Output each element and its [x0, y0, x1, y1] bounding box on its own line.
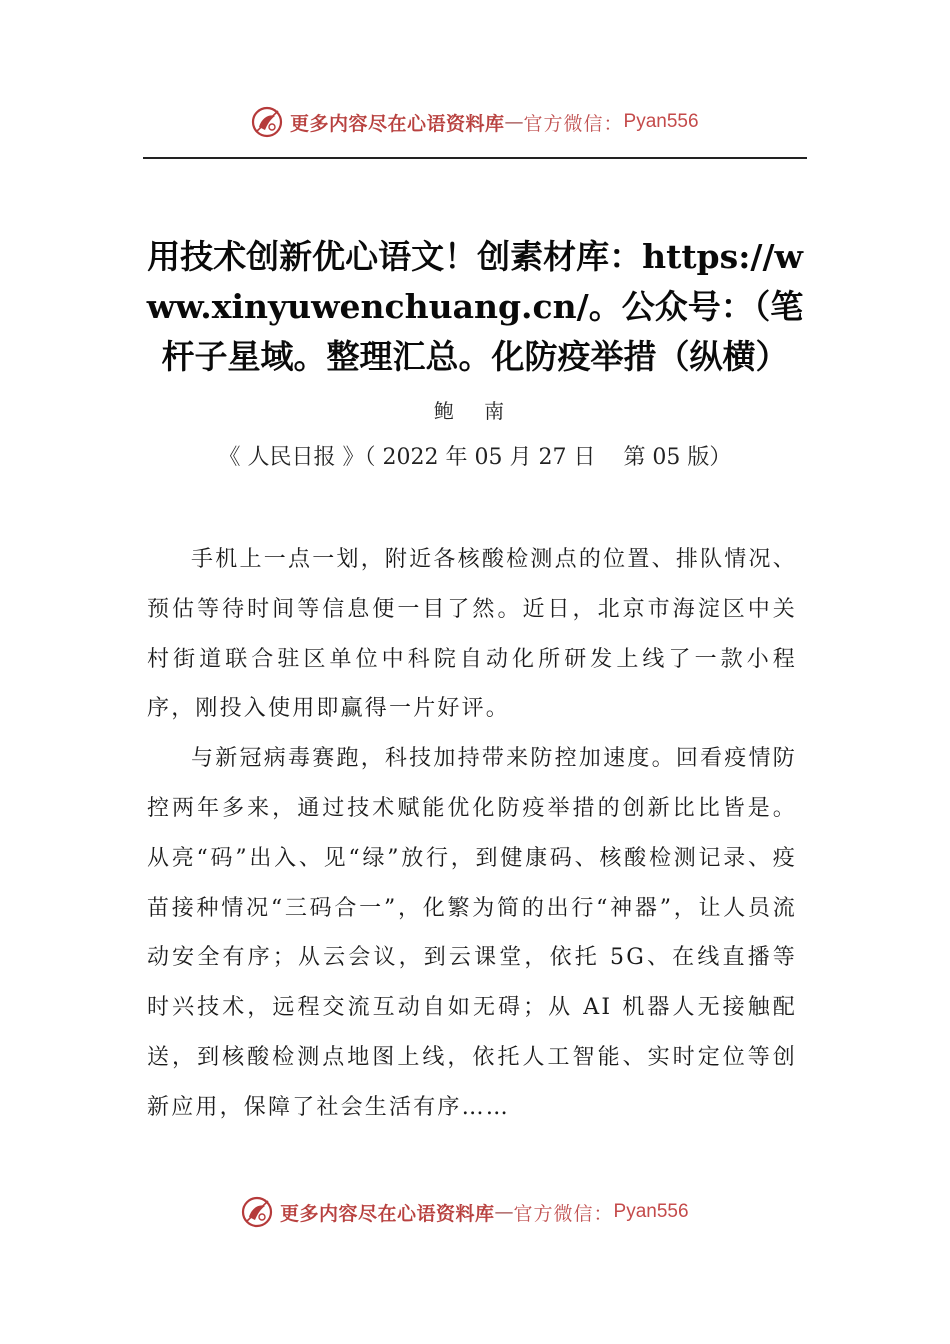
- article-title: 用技术创新优心语文！创素材库：https://www.xinyuwenchuang.cn/。公众号：（笔杆子星域。整理汇总。化防疫举措（纵横）: [146, 237, 804, 376]
- paragraph: 与新冠病毒赛跑，科技加持带来防控加速度。回看疫情防控两年多来，通过技术赋能优化防疫举措的创新比比皆是。从亮“码”出入、见“绿”放行，到健康码、核酸检测记录、疫苗接种情况“三码合一”，化繁为简的出行“神器”，让人员流动安全有序；从云会议，到云课堂，依托 5G、在线直播等时兴技术，远程交流互动自如无碍；从 AI 机器人无接触配送，到核酸检测点地图上线，依托人工智能、实时定位等创新应用，保障了社会生活有序……: [147, 746, 797, 1120]
- seal-logo-icon: [240, 1195, 274, 1229]
- banner-dash: —: [494, 1201, 514, 1223]
- banner-wechat-label: 官方微信：: [523, 112, 624, 135]
- banner-main-text: 更多内容尽在心语资料库: [280, 1202, 495, 1225]
- header-banner: [250, 102, 699, 142]
- banner-main-text: 更多内容尽在心语资料库: [290, 112, 505, 135]
- paragraph: 手机上一点一划，附近各核酸检测点的位置、排队情况、预估等待时间等信息便一目了然。近日，北京市海淀区中关村街道联合驻区单位中科院自动化所研发上线了一款小程序，刚投入使用即赢得一片好评。: [147, 547, 797, 722]
- banner-dash: —: [504, 111, 524, 133]
- seal-logo-icon: [250, 105, 284, 139]
- banner-wechat-id: Pyan556: [623, 111, 699, 132]
- header-divider: [143, 157, 807, 159]
- article-source: 《 人民日报 》（ 2022 年 05 月 27 日 第 05 版）: [218, 445, 732, 470]
- banner-wechat-id: Pyan556: [613, 1201, 689, 1222]
- footer-banner: [240, 1192, 689, 1232]
- banner-wechat-label: 官方微信：: [513, 1202, 614, 1225]
- article-author: 鲍 南: [433, 399, 517, 423]
- article-body: [147, 535, 797, 1133]
